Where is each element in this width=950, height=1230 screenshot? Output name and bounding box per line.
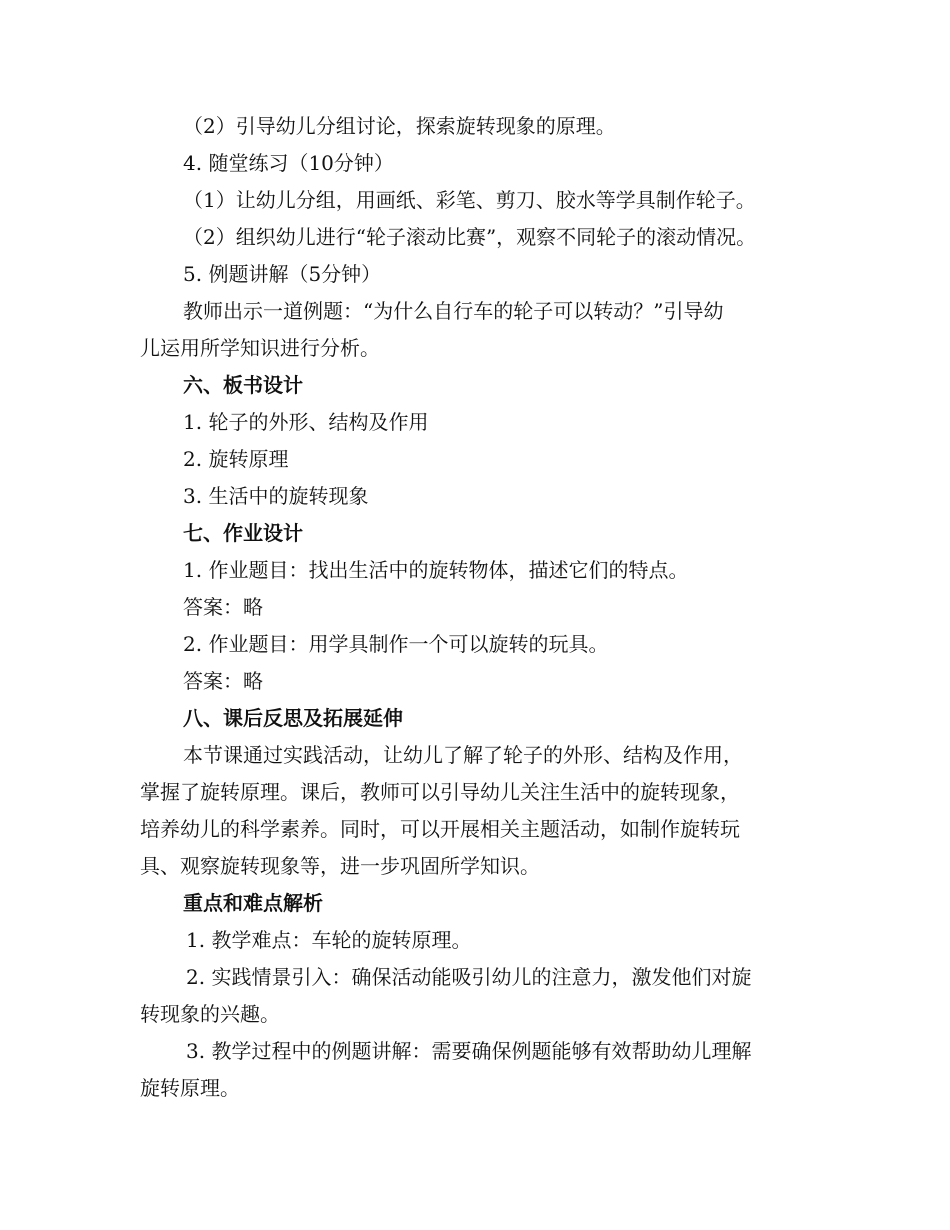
key-point-3-line-2: 旋转原理。 [140, 1076, 240, 1100]
key-point-2-line-2: 转现象的兴趣。 [140, 1002, 280, 1026]
board-item-2: 2. 旋转原理 [183, 447, 289, 471]
reflection-line-4: 具、观察旋转现象等，进一步巩固所学知识。 [140, 854, 540, 878]
homework-item-2: 2. 作业题目：用学具制作一个可以旋转的玩具。 [183, 632, 609, 656]
step-4-item-1: （1）让幼儿分组，用画纸、彩笔、剪刀、胶水等学具制作轮子。 [183, 188, 756, 212]
reflection-line-3: 培养幼儿的科学素养。同时，可以开展相关主题活动，如制作旋转玩 [140, 817, 740, 841]
reflection-line-2: 掌握了旋转原理。课后，教师可以引导幼儿关注生活中的旋转现象， [140, 780, 740, 804]
board-item-3: 3. 生活中的旋转现象 [183, 484, 369, 508]
homework-answer-2: 答案：略 [183, 669, 263, 693]
example-paragraph-line-1: 教师出示一道例题：“为什么自行车的轮子可以转动？”引导幼 [183, 299, 724, 323]
example-paragraph-line-2: 儿运用所学知识进行分析。 [140, 336, 380, 360]
key-point-2-line-1: 2. 实践情景引入：确保活动能吸引幼儿的注意力，激发他们对旋 [186, 965, 752, 989]
section-7-heading: 七、作业设计 [183, 521, 303, 545]
homework-item-1: 1. 作业题目：找出生活中的旋转物体，描述它们的特点。 [183, 558, 689, 582]
homework-answer-1: 答案：略 [183, 595, 263, 619]
section-6-heading: 六、板书设计 [183, 373, 303, 397]
reflection-line-1: 本节课通过实践活动，让幼儿了解了轮子的外形、结构及作用， [183, 743, 743, 767]
key-point-1: 1. 教学难点：车轮的旋转原理。 [186, 928, 472, 952]
key-points-heading: 重点和难点解析 [183, 891, 323, 915]
section-8-heading: 八、课后反思及拓展延伸 [183, 706, 403, 730]
step-4-heading: 4. 随堂练习（10分钟） [183, 151, 394, 175]
step-3-item-2: （2）引导幼儿分组讨论，探索旋转现象的原理。 [183, 114, 616, 138]
step-4-item-2: （2）组织幼儿进行“轮子滚动比赛”，观察不同轮子的滚动情况。 [183, 225, 757, 249]
key-point-3-line-1: 3. 教学过程中的例题讲解：需要确保例题能够有效帮助幼儿理解 [186, 1039, 752, 1063]
board-item-1: 1. 轮子的外形、结构及作用 [183, 410, 429, 434]
step-5-heading: 5. 例题讲解（5分钟） [183, 262, 382, 286]
